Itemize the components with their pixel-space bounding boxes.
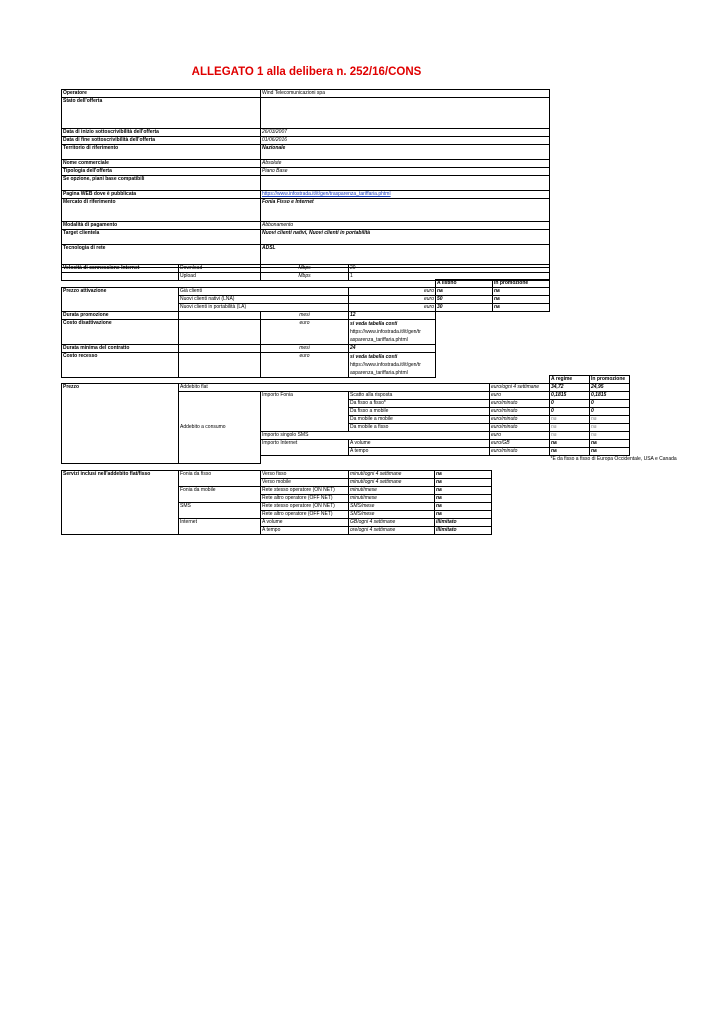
servizi-row-unit: minuti/ogni 4 settimane bbox=[349, 479, 435, 487]
recesso-note: si veda tabella costi bbox=[350, 354, 398, 360]
servizi-row-name: A volume bbox=[261, 519, 349, 527]
servizi-group: Fonia da mobile bbox=[179, 487, 261, 503]
flat-regime: 34,72 bbox=[550, 384, 590, 392]
attivazione-row-promo: na bbox=[493, 296, 550, 304]
consumo-label: Addebito a consumo bbox=[179, 392, 261, 464]
disattivazione-note: si veda tabella costi bbox=[350, 321, 398, 327]
nome-value: Absolute bbox=[261, 160, 550, 168]
stato-value bbox=[261, 98, 550, 129]
offer-info-table bbox=[61, 89, 550, 268]
fonia-row-promo: 0 bbox=[590, 408, 630, 416]
activation-table bbox=[61, 279, 550, 378]
sms-promo: na bbox=[590, 432, 630, 440]
fonia-row-promo: 0,1815 bbox=[590, 392, 630, 400]
services-table bbox=[61, 470, 492, 535]
col-promozione: In promozione bbox=[493, 280, 550, 288]
servizi-row-value: na bbox=[435, 495, 492, 503]
fonia-row-name: Scatto alla risposta bbox=[349, 392, 490, 400]
servizi-group: SMS bbox=[179, 503, 261, 519]
price-table bbox=[61, 375, 677, 464]
target-value: Nuovi clienti nativi, Nuovi clienti in portabilità bbox=[261, 230, 550, 245]
sms-regime: na bbox=[550, 432, 590, 440]
territorio-label: Territorio di riferimento bbox=[62, 145, 261, 160]
operatore-value: Wind Telecomunicazioni spa bbox=[261, 90, 550, 98]
tecnologia-value: ADSL bbox=[261, 245, 550, 268]
servizi-row-name: Rete altro operatore (OFF NET) bbox=[261, 495, 349, 503]
col-promo: In promozione bbox=[590, 376, 630, 384]
pagamento-value: Abbonamento bbox=[261, 222, 550, 230]
servizi-row-unit: SMS/mese bbox=[349, 503, 435, 511]
upload-value: 1 bbox=[349, 273, 550, 281]
servizi-row-name: Rete stesso operatore (ON NET) bbox=[261, 487, 349, 495]
minima-value: 24 bbox=[349, 345, 436, 353]
servizi-row-value: na bbox=[435, 503, 492, 511]
disattivazione-url-1: https://www.infostrada.it/it/gen/tr bbox=[350, 329, 421, 335]
fonia-row-regime: na bbox=[550, 424, 590, 432]
internet-label: Importo Internet bbox=[261, 440, 349, 456]
servizi-row-name: A tempo bbox=[261, 527, 349, 535]
attivazione-row-promo: na bbox=[493, 304, 550, 312]
pagamento-label: Modalità di pagamento bbox=[62, 222, 261, 230]
durata-label: Durata promozione bbox=[62, 312, 179, 320]
attivazione-row-name: Nuovi clienti in portabilità (LA) bbox=[179, 304, 349, 312]
fonia-row-promo: na bbox=[590, 416, 630, 424]
volume-regime: na bbox=[550, 440, 590, 448]
servizi-row-name: Rete stesso operatore (ON NET) bbox=[261, 503, 349, 511]
opzione-value bbox=[261, 176, 550, 191]
attivazione-row-listino: na bbox=[436, 288, 493, 296]
fonia-row-promo: na bbox=[590, 424, 630, 432]
fonia-row-regime: 0 bbox=[550, 400, 590, 408]
tipologia-value: Piano Base bbox=[261, 168, 550, 176]
fine-label: Data di fine sottoscrivibilità dell'offerta bbox=[62, 137, 261, 145]
attivazione-row-unit: euro bbox=[349, 304, 436, 312]
tempo-promo: na bbox=[590, 448, 630, 456]
servizi-row-unit: SMS/mese bbox=[349, 511, 435, 519]
mercato-label: Mercato di riferimento bbox=[62, 199, 261, 222]
sms-label: Importo singolo SMS bbox=[261, 432, 490, 440]
servizi-row-value: na bbox=[435, 511, 492, 519]
web-link[interactable]: https://www.infostrada.it/it/gen/trasparenza_tariffaria.phtml bbox=[261, 191, 550, 199]
upload-label: Upload bbox=[179, 273, 261, 281]
page-title: ALLEGATO 1 alla delibera n. 252/16/CONS bbox=[191, 66, 422, 78]
tempo-regime: na bbox=[550, 448, 590, 456]
attivazione-row-listino: 30 bbox=[436, 304, 493, 312]
minima-unit: mesi bbox=[261, 345, 349, 353]
servizi-row-value: na bbox=[435, 471, 492, 479]
velocita-label: Velocità di connessione Internet bbox=[62, 265, 179, 273]
servizi-row-name: Verso fisso bbox=[261, 471, 349, 479]
volume-promo: na bbox=[590, 440, 630, 448]
attivazione-row-name: Già clienti bbox=[179, 288, 349, 296]
minima-label: Durata minima del contratto bbox=[62, 345, 179, 353]
opzione-label: Se opzione, piani base compatibili bbox=[62, 176, 261, 191]
mercato-value: Fonia Fisso e Internet bbox=[261, 199, 550, 222]
fonia-row-regime: 0,1815 bbox=[550, 392, 590, 400]
operatore-label: Operatore bbox=[62, 90, 261, 98]
col-regime: A regime bbox=[550, 376, 590, 384]
fonia-row-unit: euro/minuto bbox=[490, 424, 550, 432]
servizi-row-name: Rete altro operatore (OFF NET) bbox=[261, 511, 349, 519]
fine-value: 01/06/2016 bbox=[261, 137, 550, 145]
servizi-group: Fonia da fisso bbox=[179, 471, 261, 487]
fonia-row-name: Da mobile a mobile bbox=[349, 416, 490, 424]
recesso-unit: euro bbox=[261, 353, 349, 378]
servizi-row-unit: GB/ogni 4 settimane bbox=[349, 519, 435, 527]
col-listino: A listino bbox=[436, 280, 493, 288]
disattivazione-unit: euro bbox=[261, 320, 349, 345]
tempo-label: A tempo bbox=[349, 448, 490, 456]
servizi-row-value: na bbox=[435, 479, 492, 487]
attivazione-row-promo: na bbox=[493, 288, 550, 296]
volume-label: A volume bbox=[349, 440, 490, 448]
fonia-row-unit: euro/minuto bbox=[490, 400, 550, 408]
download-label: Download bbox=[179, 265, 261, 273]
servizi-row-unit: minuti/mese bbox=[349, 495, 435, 503]
flat-label: Addebito flat bbox=[179, 384, 490, 392]
fonia-row-name: Da mobile a fisso bbox=[349, 424, 490, 432]
recesso-url-2: asparenza_tariffaria.phtml bbox=[350, 370, 408, 376]
attivazione-label: Prezzo attivazione bbox=[62, 288, 179, 312]
fonia-row-name: Da fisso a fisso* bbox=[349, 400, 490, 408]
servizi-row-unit: minuti/ogni 4 settimane bbox=[349, 471, 435, 479]
servizi-row-unit: minuti/mese bbox=[349, 487, 435, 495]
footnote: *E da fisso a fisso di Europa Occidentale, USA e Canada bbox=[550, 456, 677, 462]
disattivazione-url-2: asparenza_tariffaria.phtml bbox=[350, 337, 408, 343]
fonia-label: Importo Fonia bbox=[261, 392, 349, 432]
servizi-row-name: Verso mobile bbox=[261, 479, 349, 487]
target-label: Target clientela bbox=[62, 230, 261, 245]
sms-unit: euro bbox=[490, 432, 550, 440]
attivazione-row-unit: euro bbox=[349, 296, 436, 304]
tipologia-label: Tipologia dell'offerta bbox=[62, 168, 261, 176]
servizi-label: Servizi inclusi nell'addebito flat/fisso bbox=[62, 471, 179, 535]
fonia-row-regime: 0 bbox=[550, 408, 590, 416]
attivazione-row-listino: 50 bbox=[436, 296, 493, 304]
servizi-row-value: na bbox=[435, 487, 492, 495]
fonia-row-unit: euro/minuto bbox=[490, 408, 550, 416]
servizi-group: Internet bbox=[179, 519, 261, 535]
servizi-row-unit: ore/ogni 4 settimane bbox=[349, 527, 435, 535]
upload-unit: Mbps bbox=[261, 273, 349, 281]
recesso-url-1: https://www.infostrada.it/it/gen/tr bbox=[350, 362, 421, 368]
web-label: Pagina WEB dove è pubblicata bbox=[62, 191, 261, 199]
attivazione-row-unit: euro bbox=[349, 288, 436, 296]
attivazione-row-name: Nuovi clienti nativi (LNA) bbox=[179, 296, 349, 304]
flat-promo: 24,95 bbox=[590, 384, 630, 392]
territorio-value: Nazionale bbox=[261, 145, 550, 160]
fonia-row-unit: euro bbox=[490, 392, 550, 400]
prezzo-label: Prezzo bbox=[62, 384, 179, 464]
durata-value: 12 bbox=[349, 312, 436, 320]
fonia-row-unit: euro/minuto bbox=[490, 416, 550, 424]
recesso-label: Costo recesso bbox=[62, 353, 179, 378]
tecnologia-label: Tecnologia di rete bbox=[62, 245, 261, 268]
download-value: 20 bbox=[349, 265, 550, 273]
volume-unit: euro/GB bbox=[490, 440, 550, 448]
servizi-row-value: illimitato bbox=[435, 519, 492, 527]
stato-label: Stato dell'offerta bbox=[62, 98, 261, 129]
inizio-value: 26/03/2007 bbox=[261, 129, 550, 137]
disattivazione-label: Costo disattivazione bbox=[62, 320, 179, 345]
servizi-row-value: illimitato bbox=[435, 527, 492, 535]
flat-unit: euro/ogni 4 settimane bbox=[490, 384, 550, 392]
fonia-row-promo: 0 bbox=[590, 400, 630, 408]
fonia-row-regime: na bbox=[550, 416, 590, 424]
tempo-unit: euro/minuto bbox=[490, 448, 550, 456]
fonia-row-name: Da fisso a mobile bbox=[349, 408, 490, 416]
inizio-label: Data di inizio sottoscrivibilità dell'offerta bbox=[62, 129, 261, 137]
nome-label: Nome commerciale bbox=[62, 160, 261, 168]
download-unit: Mbps bbox=[261, 265, 349, 273]
durata-unit: mesi bbox=[261, 312, 349, 320]
